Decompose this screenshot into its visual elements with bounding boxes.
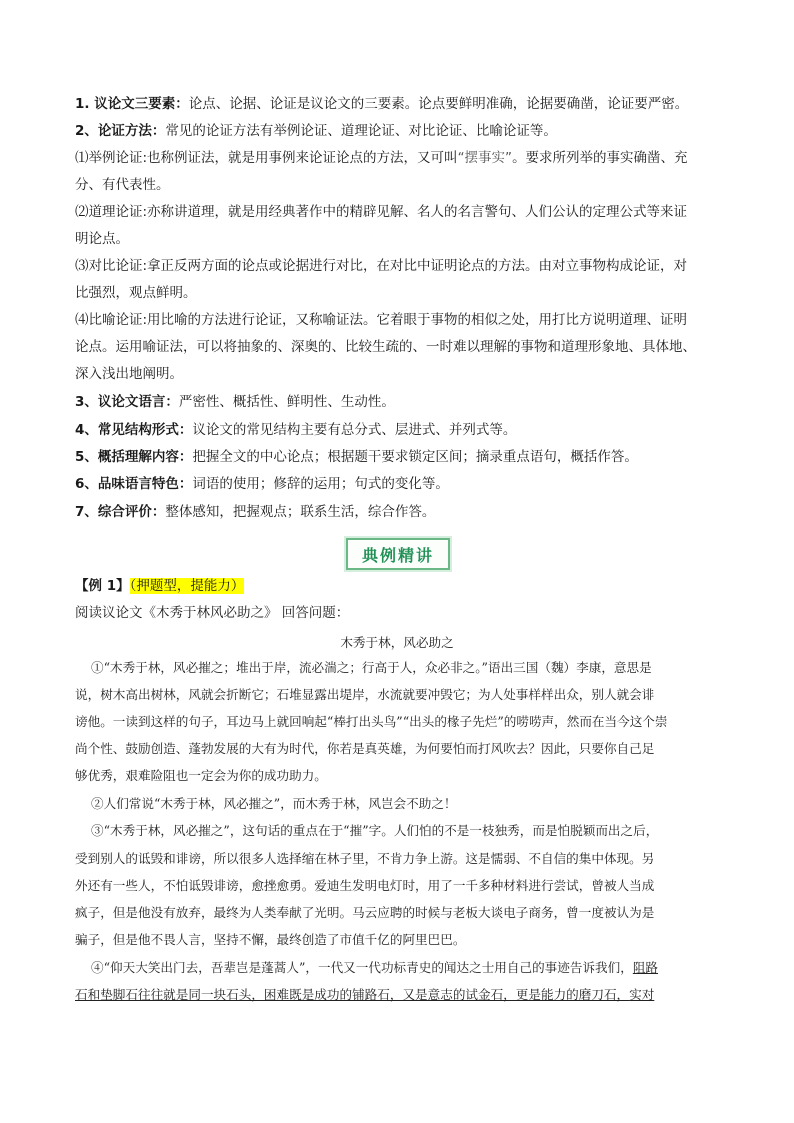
method-4-line-2: 论点。运用喻证法，可以将抽象的、深奥的、比较生疏的、一时难以理解的事物和道理形象地、具体地、 <box>75 339 696 355</box>
example-note-highlight: （押题型，提能力） <box>129 578 245 594</box>
article-underlined-tail: 实对 <box>629 987 655 1002</box>
article-line-last-a <box>91 954 721 981</box>
article-line: 尚个性、鼓励创造、蓬勃发展的大有为时代，你若是真英雄，为何要怕而打风吹去？因此，只要你自己足 <box>75 741 655 756</box>
method-1-line-2: 分、有代表性。 <box>75 177 170 193</box>
article-line: ②人们常说“木秀于林，风必摧之”，而木秀于林，风岂会不助之！ <box>91 796 457 811</box>
point-3 <box>75 389 725 416</box>
article-line: 疯子，但是他没有放弃，最终为人类奉献了光明。马云应聘的时候与老板大谈电子商务，曾一度被认为是 <box>75 905 655 920</box>
point-3-text: 严密性、概括性、鲜明性、生动性。 <box>178 394 395 410</box>
point-5-label: 5、概括理解内容： <box>75 449 193 465</box>
point-1-text: 论点、论据、论证是议论文的三要素。论点要鲜明准确，论据要确凿，论证要严密。 <box>188 96 689 112</box>
point-3-label: 3、议论文语言： <box>75 394 179 410</box>
point-7 <box>75 499 725 526</box>
article-line: 受到别人的诋毁和诽谤，所以很多人选择缩在林子里，不肯力争上游。这是懦弱、不自信的集中体现。另 <box>75 851 655 866</box>
method-1-quote: “摆事实” <box>457 150 513 166</box>
method-2-line-1: ⑵道理论证:亦称讲道理，就是用经典著作中的精辟见解、名人的名言警句、人们公认的定理公式等来证 <box>75 204 688 220</box>
article-title: 木秀于林，风必助之 <box>340 635 454 650</box>
article-line: ①“木秀于林，风必摧之；堆出于岸，流必湍之；行高于人，众必非之。”语出三国（魏）李康，意思是 <box>91 660 652 675</box>
point-4-text: 议论文的常见结构主要有总分式、层进式、并列式等。 <box>192 422 517 438</box>
point-6-label: 6、品味语言特色： <box>75 476 193 492</box>
method-1-text-a: ⑴举例论证:也称例证法，就是用事例来论证论点的方法，又可叫 <box>75 150 458 166</box>
point-6-text: 词语的使用；修辞的运用；句式的变化等。 <box>192 476 449 492</box>
example-intro: 阅读议论文《木秀于林风必助之》 回答问题： <box>75 605 350 621</box>
point-2 <box>75 118 725 145</box>
method-1-line-1 <box>75 145 725 172</box>
point-5 <box>75 444 725 471</box>
article-underlined-text: 石和垫脚石往往就是同一块石头，困难既是成功的铺路石，又是意志的试金石，更是能力的磨刀石， <box>75 987 630 1002</box>
point-2-label: 2、论证方法： <box>75 123 166 139</box>
article-line: 说，树木高出树林，风就会折断它；石堆显露出堤岸，水流就要冲毁它；为人处事样样出众，别人就会诽 <box>75 687 655 702</box>
point-7-text: 整体感知，把握观点；联系生活，综合作答。 <box>165 504 436 520</box>
method-4-line-3: 深入浅出地阐明。 <box>75 366 183 382</box>
method-2-line-2: 明论点。 <box>75 231 129 247</box>
point-7-label: 7、综合评价： <box>75 504 166 520</box>
article-line: 谤他。一读到这样的句子，耳边马上就回响起“棒打出头鸟”“出头的椽子先烂”的唠唠声，然而在当今这个崇 <box>75 714 668 729</box>
point-5-text: 把握全文的中心论点；根据题干要求锁定区间；摘录重点语句，概括作答。 <box>192 449 638 465</box>
article-line: ③“木秀于林，风必摧之”，这句话的重点在于“摧”字。人们怕的不是一枝独秀，而是怕脱颖而出之后， <box>91 823 659 838</box>
point-6 <box>75 471 725 498</box>
point-4 <box>75 417 725 444</box>
point-1-label: 1. 议论文三要素： <box>75 96 189 112</box>
article-text: ④“仰天大笑出门去，吾辈岂是蓬蒿人”，一代又一代功标青史的闻达之士用自己的事迹告诉我们， <box>91 960 633 975</box>
method-3-line-1: ⑶对比论证:拿正反两方面的论点或论据进行对比，在对比中证明论点的方法。由对立事物构成论证，对 <box>75 258 688 274</box>
method-3-line-2: 比强烈，观点鲜明。 <box>75 285 197 301</box>
article-underlined-text: 阻路 <box>632 960 659 975</box>
article-line-last-b <box>75 981 725 1008</box>
point-1 <box>75 91 725 118</box>
method-4-line-1: ⑷比喻论证:用比喻的方法进行论证，又称喻证法。它着眼于事物的相似之处，用打比方说明道理、证明 <box>75 312 688 328</box>
example-tag: 【例 1】 <box>75 578 130 594</box>
section-title: 典例精讲 <box>361 545 434 565</box>
article-line: 够优秀，艰难险阻也一定会为你的成功助力。 <box>75 768 327 783</box>
point-2-text: 常见的论证方法有举例论证、道理论证、对比论证、比喻论证等。 <box>165 123 557 139</box>
example-header <box>75 573 725 600</box>
section-title-box <box>346 538 450 570</box>
article-line: 骗子，但是他不畏人言，坚持不懈，最终创造了市值千亿的阿里巴巴。 <box>75 932 466 947</box>
method-1-text-b: 。要求所列举的事实确凿、充 <box>512 150 688 166</box>
point-4-label: 4、常见结构形式： <box>75 422 193 438</box>
article-line: 外还有一些人，不怕诋毁诽谤，愈挫愈勇。爱迪生发明电灯时，用了一千多种材料进行尝试，曾被人当成 <box>75 878 655 893</box>
